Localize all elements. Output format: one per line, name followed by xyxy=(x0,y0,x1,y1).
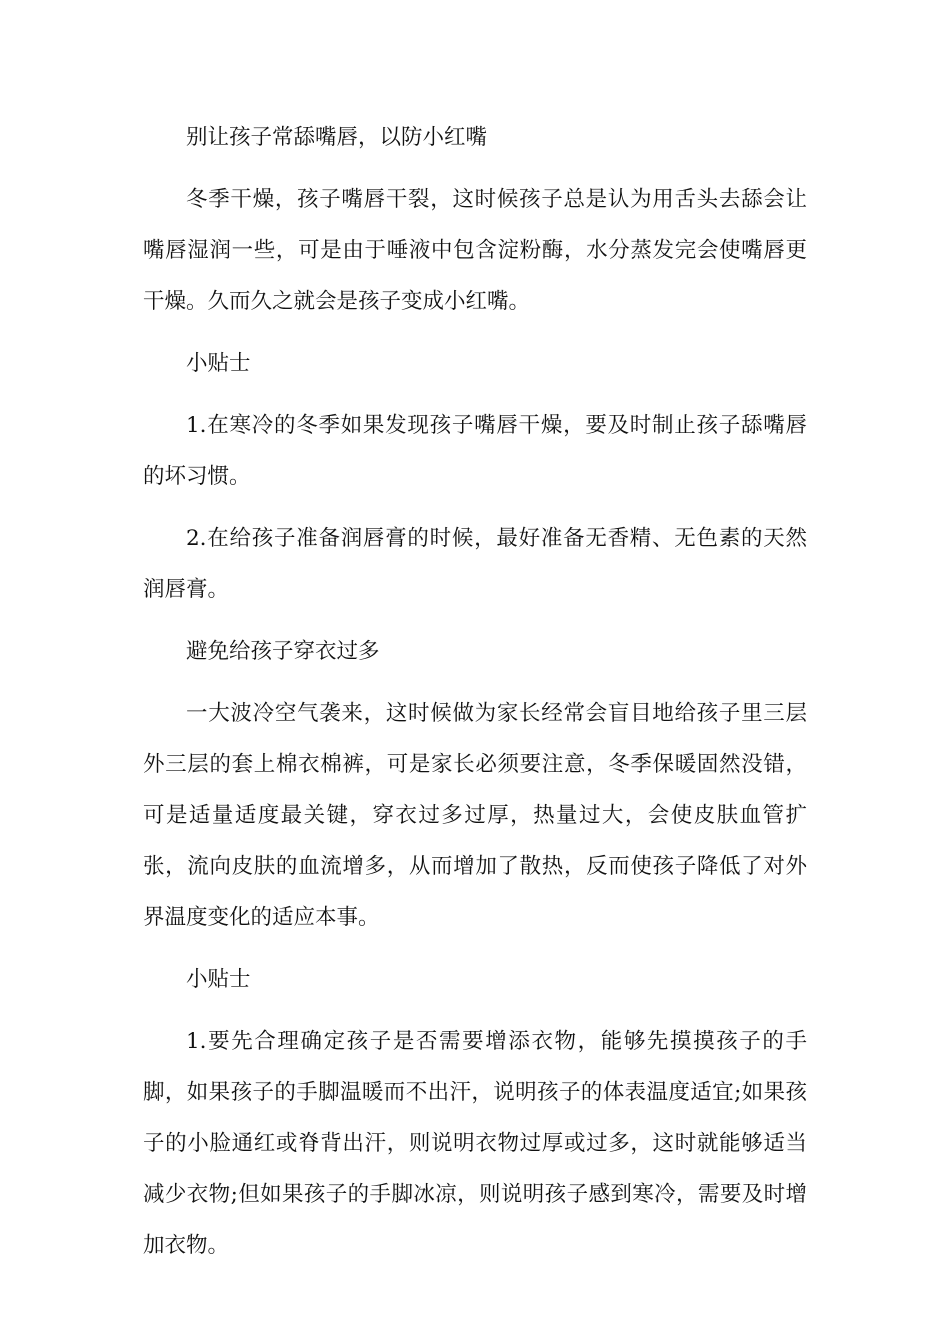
section-heading-clothing: 避免给孩子穿衣过多 xyxy=(186,639,380,664)
paragraph-lip-licking: 冬季干燥，孩子嘴唇干裂，这时候孩子总是认为用舌头去舔会让嘴唇湿润一些，可是由于唾液中包含淀粉酶，水分蒸发完会使嘴唇更干燥。久而久之就会是孩子变成小红嘴。 xyxy=(143,187,807,314)
tip-item-1-1: 1.在寒冷的冬季如果发现孩子嘴唇干燥，要及时制止孩子舔嘴唇的坏习惯。 xyxy=(143,413,807,489)
tips-heading-1: 小贴士 xyxy=(186,351,251,376)
tip-item-2-1: 1.要先合理确定孩子是否需要增添衣物，能够先摸摸孩子的手脚，如果孩子的手脚温暖而不出汗，说明孩子的体表温度适宜;如果孩子的小脸通红或脊背出汗，则说明衣物过厚或过多，这时就能够适当减少衣物;但如果孩子的手脚冰凉，则说明孩子感到寒冷，需要及时增加衣物。 xyxy=(143,1029,807,1258)
section-heading-lip-licking: 别让孩子常舔嘴唇，以防小红嘴 xyxy=(186,125,488,150)
document-body xyxy=(143,112,807,1282)
tip-item-1-2: 2.在给孩子准备润唇膏的时候，最好准备无香精、无色素的天然润唇膏。 xyxy=(143,526,807,602)
paragraph-clothing: 一大波冷空气袭来，这时候做为家长经常会盲目地给孩子里三层外三层的套上棉衣棉裤，可是家长必须要注意，冬季保暖固然没错，可是适量适度最关键，穿衣过多过厚，热量过大，会使皮肤血管扩张，流向皮肤的血流增多，从而增加了散热，反而使孩子降低了对外界温度变化的适应本事。 xyxy=(143,701,807,930)
tips-heading-2: 小贴士 xyxy=(186,967,251,992)
